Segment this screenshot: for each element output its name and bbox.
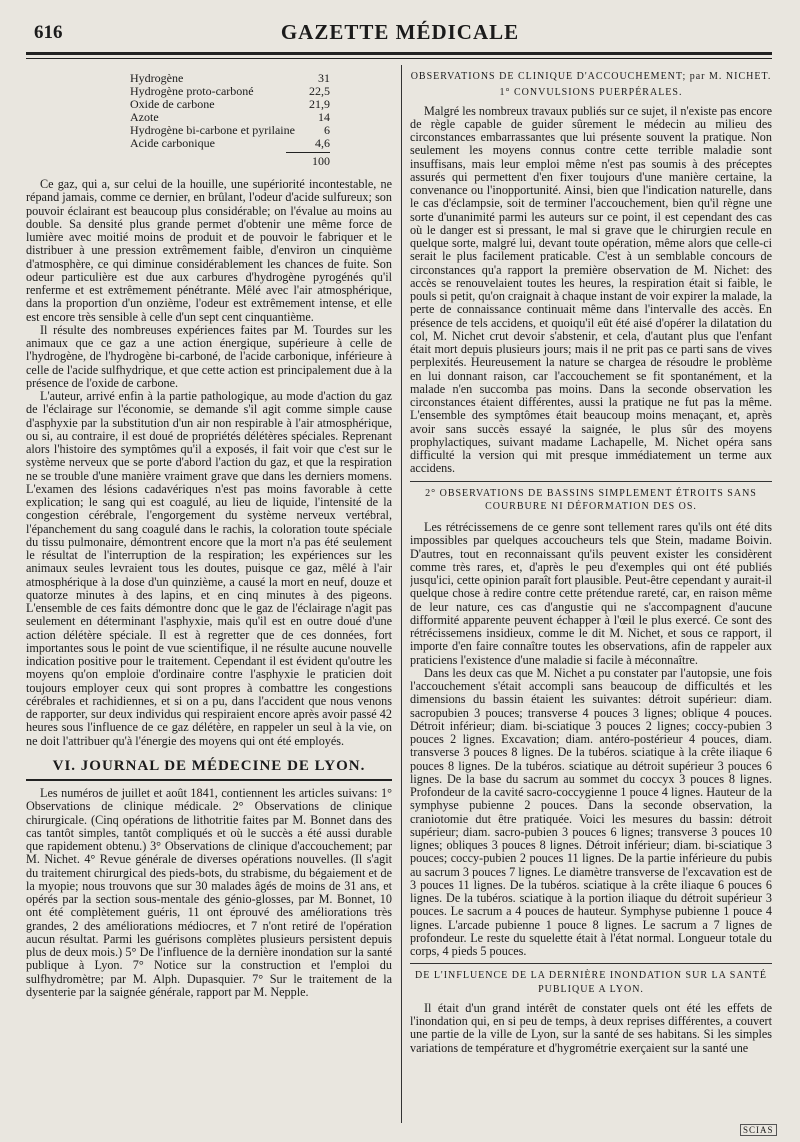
gas-name: Hydrogène bi-carbone et pyrilaine bbox=[130, 124, 295, 137]
article-heading: OBSERVATIONS DE CLINIQUE D'ACCOUCHEMENT; par M. NICHET. bbox=[410, 71, 772, 82]
article-paragraph: Il était d'un grand intérêt de constater quels ont été les effets de l'inondation qui, en si peu de temps, à deux reprises différentes, a couvert une partie de la ville de Lyon, sur la santé de ses habitans. Si les simples variations de température et d'hygrométrie exerçaient sur la santé une bbox=[410, 1000, 772, 1055]
table-row bbox=[130, 72, 330, 85]
masthead-rule-thick bbox=[26, 52, 772, 55]
gas-value: 21,9 bbox=[309, 97, 330, 111]
section-heading: VI. JOURNAL DE MÉDECINE DE LYON. bbox=[26, 758, 392, 781]
gas-value: 14 bbox=[318, 110, 330, 124]
article-heading: 2° OBSERVATIONS DE BASSINS SIMPLEMENT ÉTROITS SANS COURBURE NI DÉFORMATION DES OS. bbox=[425, 487, 757, 512]
table-row bbox=[130, 124, 330, 137]
table-row bbox=[130, 98, 330, 111]
article-paragraph: Ce gaz, qui a, sur celui de la houille, une supériorité incontestable, ne répand jamais, comme ce dernier, en brûlant, l'odeur d'acide sulfureux; son pouvoir éclairant est beaucoup plus considérable; on l'évalue au moins au double. Sa densité plus grande permet d'obtenir une même force de lumière avec moitié moins de produit et de pouvoir le fabriquer et le distribuer à une pression extrêmement faible, d'environ un cinquième d'atmosphère, ce qui diminue considérablement les chances de fuite. Son odeur particulière est due aux carbures d'hydrogène pyrogénés qu'il renferme et est extrêmement pénétrante. Mêlé avec l'air atmosphérique, dans la proportion d'un onzième, l'odeur est extrêmement intense, et elle est encore très sensible à celle d'un sept cent cinquantième. bbox=[26, 177, 392, 324]
article-paragraph: Il résulte des nombreuses expériences faites par M. Tourdes sur les animaux que ce gaz a une action énergique, supérieure à celle de l'hydrogène, de l'hydrogène bi-carboné, de l'acide carbonique, inférieure à celle de l'acide sulfhydrique, et que cette action est principalement due à la présence de l'oxide de carbone. bbox=[26, 322, 392, 390]
gas-value: 31 bbox=[318, 71, 330, 85]
gas-name: Acide carbonique bbox=[130, 137, 215, 150]
article-paragraph: L'auteur, arrivé enfin à la partie pathologique, au mode d'action du gaz de l'éclairage sur l'économie, se demande s'il agit comme simple cause d'asphyxie par la substitution d'un air non respirable à l'air atmosphérique, ou si, au contraire, il est doué de propriétés délétères spéciales. Reprenant alors l'histoire des symptômes qu'il a exposés, il fait voir que c'est sur le système nerveux que se porte d'abord l'action du gaz, et que la respiration ne se trouble d'une manière vraiment grave que dans les derniers momens. L'examen des lésions cadavériques n'est pas moins favorable à cette explication; le sang qui est coagulé, au lieu de liquide, l'intensité de la congestion cérébrale, l'engorgement du système nerveux vertébral, l'épanchement du sang coagulé dans le rachis, la coloration toute spéciale du tissu pulmonaire, démontrent encore que la mort n'a pas été seulement le résultat de l'interruption de la respiration; les expériences sur les animaux seules levraient tous les doutes, puisque ce gaz, mêlé à l'air atmosphérique à la dose d'un quinzième, a causé la mort en neuf, douze et quatorze minutes à des lapins, et en cinq minutes à des pigeons. L'ensemble de ces faits démontre donc que le gaz de l'éclairage n'agit pas seulement en déterminant l'asphyxie, mais qu'il est en outre doué d'une action délétère spéciale. Il est à regretter que de ces données, fort importantes sous le point de vue scientifique, il ne résulte aucune nouvelle indication positive pour le traitement. Cependant il est évident qu'outre les moyens qu'on emploie d'ordinaire contre l'asphyxie le praticien doit toujours employer ceux qui sont propres à combattre les congestions cérébrales et rachidiennes, et si on a pu, dans l'accident que nous venons de rapporter, sur deux individus qui respiraient encore après avoir passé 42 heures sous l'influence de ce gaz délétère, en rappeler un seul à la vie, on ne doit l'attribuer qu'à l'énergie des moyens qui ont été employés. bbox=[26, 389, 392, 748]
left-column bbox=[26, 66, 392, 1124]
gas-name: Oxide de carbone bbox=[130, 98, 215, 111]
masthead-rule-thin bbox=[26, 58, 772, 59]
article-paragraph: Malgré les nombreux travaux publiés sur ce sujet, il n'existe pas encore de règle capable de guider sûrement le médecin au milieu des circonstances embarrassantes que lui présente souvent la pratique. Non seulement les moyens connus contre cette terrible maladie sont insuffisans, mais leur emploi même n'est pas soumis à des préceptes assurés qui permettent d'en fixer toujours d'une manière certaine, la convenance ou l'inopportunité. Ainsi, bien que l'indication naturelle, dans le cas d'éclampsie, soit de terminer l'accouchement, bien qu'il règne une sorte d'unanimité parmi les auteurs sur ce point, il est cependant des cas où le danger est si pressant, le mal si grave que le chirurgien recule en quelque sorte, malgré lui, devant toute opération, même alors que celle-ci serait le plus facilement praticable. C'est à un semblable concours de circonstances qu'a rapport la première observation de M. Nichet: des accès se renouvelaient toutes les heures, la respiration était si faible, le pouls si petit, qu'on craignait à chaque instant de voir expirer la malade, la perte de connaissance continuait même dans l'intervalle des accès. En présence de tels accidens, et quoiqu'il eût été aisé d'opérer la dilatation du col, M. Nichet crut devoir s'abstenir, et cela, d'autant plus que l'enfant était mort depuis plusieurs jours; mais il ne prit pas ce parti sans de vives perplexités. Heureusement la nature se chargea de résoudre le problème en lui donnant raison, car l'accouchement se fit spontanément, et la malade n'en succomba pas moins. Dans la seconde observation les circonstances étaient différentes, aussi la pratique ne fut pas la même. L'ensemble des symptômes était beaucoup moins menaçant, et, après avoir sans succès essayé la saignée, le plus sûr des moyens prophylactiques, suivant madame Lachapelle, M. Nichet opéra sans difficulté la version qui mit presque immédiatement un terme aux accidens. bbox=[410, 103, 772, 476]
page-number: 616 bbox=[34, 22, 63, 43]
library-stamp: SCIAS bbox=[740, 1124, 777, 1136]
right-column bbox=[410, 66, 772, 1124]
gas-name: Hydrogène proto-carboné bbox=[130, 85, 254, 98]
gas-value: 4,6 bbox=[315, 136, 330, 150]
table-row bbox=[130, 137, 330, 150]
gas-composition-table bbox=[130, 72, 330, 168]
column-divider bbox=[401, 65, 402, 1123]
article-paragraph: Les rétrécissemens de ce genre sont tellement rares qu'ils ont été dits impossibles par quelques accoucheurs tels que Stein, madame Boivin. D'autres, tout en reconnaissant qu'ils peuvent exister les considèrent comme très rares, et, d'après le peu d'exemples qui ont été publiés jusqu'ici, cette opinion paraît fort plausible. Peut-être cependant y aurait-il quelque chose à redire contre cette prétendue rareté, car, en raison même de leur nature, ces cas d'angustie qui ne s'accompagnent d'aucune difformité apparente peuvent échapper à l'œil le plus exercé. Ce sont des rétrécissemens insidieux, comme le dit M. Nichet, et sous ce rapport, il importe d'en faire connaître toutes les observations, afin de rappeler aux praticiens l'existence d'une maladie si facile à méconnaître. bbox=[410, 520, 772, 667]
article-subheading: 1° CONVULSIONS PUERPÉRALES. bbox=[499, 87, 683, 99]
gas-value: 6 bbox=[324, 123, 330, 137]
gas-value: 22,5 bbox=[309, 84, 330, 98]
table-row bbox=[130, 85, 330, 98]
table-row bbox=[130, 111, 330, 124]
article-paragraph: Les numéros de juillet et août 1841, contiennent les articles suivans: 1° Observations de clinique médicale. 2° Observations de clinique chirurgicale. (Cinq opérations de lithotritie faites par M. Bonnet dans des cas tantôt simples, tantôt compliqués et où le succès a été aussi durable que rapidement obtenu.) 3° Observations de clinique d'accouchement; par M. Nichet. 4° Revue générale de diverses opérations nouvelles. (Il s'agit du traitement chirurgical des pieds-bots, du strabisme, du bégaiement et de la myopie; nous trouvons que sur 30 malades âgés de moins de 31 ans, et opérés par la section sous-mentale des génio-glosses, par M. Bonnet, 10 ont été complètement guéris, 11 ont éprouvé des améliorations très grandes, 2 des améliorations médiocres, et 7 n'ont retiré de l'opération aucun résultat. Parmi les guérisons complètes plusieurs persistent depuis plus de deux mois.) 5° De l'influence de la dernière inondation sur la santé publique à Lyon. 7° Notice sur la construction et l'emploi du sulfhydromètre; par M. Alph. Dupasquier. 7° Sur le traitement de la dysenterie par la saignée générale, rapport par M. Nepple. bbox=[26, 786, 392, 999]
gas-name: Hydrogène bbox=[130, 72, 184, 85]
gas-name: Azote bbox=[130, 111, 159, 124]
separator-rule bbox=[410, 963, 772, 964]
article-paragraph: Dans les deux cas que M. Nichet a pu constater par l'autopsie, une fois l'accouchement s'était accompli sans beaucoup de difficultés et les dimensions du bassin étaient les suivantes: détroit supérieur: diam. sacropubien 3 pouces; transverse 4 pouces 3 lignes; oblique 4 pouces. Détroit inférieur; diam. bi-sciatique 3 pouces 2 lignes; coccy-pubien 3 pouces 2 lignes. Excavation; diam. antéro-postérieur 4 pouces, diam. transverse 3 pouces 8 lignes. De la tubéros. sciatique à la crête iliaque 6 pouces 8 lignes. De la tubéros. sciatique au détroit supérieur 3 pouces 6 lignes. De la base du sacrum au sommet du coccyx 3 pouces 8 lignes. Profondeur de la cavité sacro-coccygienne 1 pouce 4 lignes. Hauteur de la symphyse pubienne 2 pouces. Dans la seconde observation, la craniotomie dut être pratiquée. Voici les mesures du bassin: détroit supérieur; diam. sacro-pubien 3 pouces 6 lignes; transverse 3 pouces 10 lignes; obliques 3 pouces 8 lignes. Détroit inférieur; diam. bi-sciatique 3 pouces; coccy-pubien 2 pouces 11 lignes. De la partie inférieure du pubis au sacrum 3 pouces 7 lignes. Le diamètre transverse de l'excavation est de 3 pouces 11 lignes. De la tubéros. sciatique à la crête iliaque 6 pouces 6 lignes. De la tubéros. sciatique à la portion iliaque du détroit supérieur 3 pouces. Le sacrum a 4 pouces de hauteur. Symphyse pubienne 1 pouce 4 lignes. L'arcade pubienne 1 pouce 8 lignes. Le sacrum a 7 lignes de profondeur. Le reste du squelette était à l'état normal. Longueur totale du corps, 4 pieds 5 pouces. bbox=[410, 665, 772, 958]
masthead-title: GAZETTE MÉDICALE bbox=[280, 20, 520, 44]
article-heading: DE L'INFLUENCE DE LA DERNIÈRE INONDATION SUR LA SANTÉ PUBLIQUE A LYON. bbox=[414, 970, 767, 995]
separator-rule bbox=[410, 481, 772, 482]
gas-total: 100 bbox=[286, 152, 330, 168]
